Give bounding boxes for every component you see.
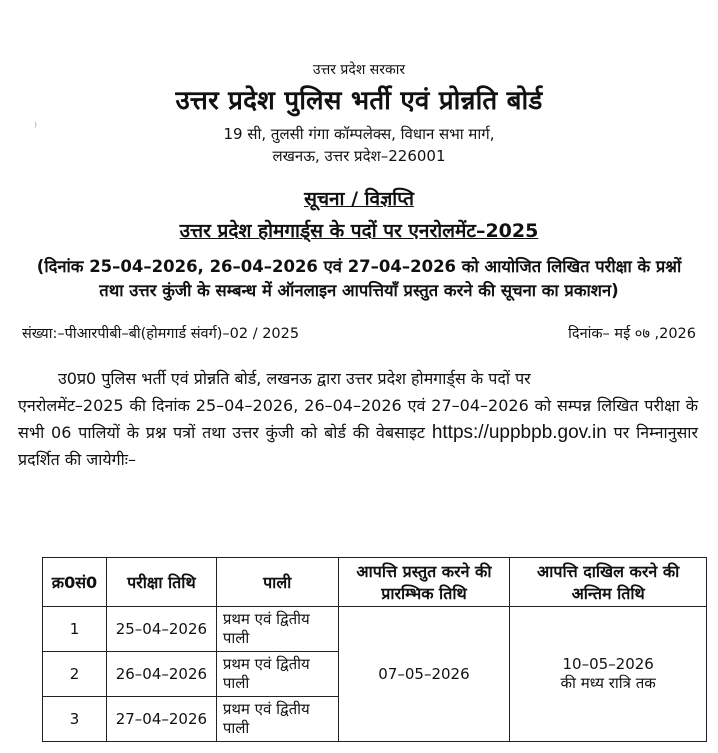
cell-end-date	[510, 607, 707, 742]
notice-title: सूचना / विज्ञप्ति	[304, 188, 414, 210]
cell-exam-date: 25–04–2026	[106, 607, 216, 652]
para-part1: उ0प्र0 पुलिस भर्ती एवं प्रोन्नति बोर्ड, लखनऊ द्वारा उत्तर प्रदेश होमगार्ड्स के पदों पर	[58, 369, 531, 388]
reference-date: दिनांक– मई ०७ ,2026	[568, 326, 696, 342]
reference-line	[22, 323, 696, 343]
gov-name: उत्तर प्रदेश सरकार	[312, 62, 406, 78]
cell-exam-date: 26–04–2026	[106, 652, 216, 697]
body-paragraph	[18, 365, 698, 473]
end-date-value: 10–05–2026	[562, 655, 654, 673]
subject-detail: (दिनांक 25–04–2026, 26–04–2026 एवं 27–04–2026 को आयोजित लिखित परीक्षा के प्रश्नों तथा उत्तर कुंजी के सम्बन्ध में ऑनलाइन आपत्तियॉं प्रस्तुत करने की सूचना का प्रकाशन)	[36, 257, 682, 300]
col-shift: पाली	[216, 558, 338, 607]
para-continuation	[18, 392, 698, 473]
cell-shift: प्रथम एवं द्वितीय पाली	[216, 652, 338, 697]
para-part3: पर निम्नानुसार प्रदर्शित की जायेगीः–	[18, 423, 698, 469]
cell-shift: प्रथम एवं द्वितीय पाली	[216, 697, 338, 742]
address-line2: लखनऊ, उत्तर प्रदेश–226001	[272, 147, 446, 165]
cell-serial: 1	[43, 607, 107, 652]
cell-exam-date: 27–04–2026	[106, 697, 216, 742]
end-date-note: की मध्य रात्रि तक	[560, 674, 656, 692]
schedule-table	[42, 557, 707, 742]
cell-serial: 3	[43, 697, 107, 742]
cell-shift: प्रथम एवं द्वितीय पाली	[216, 607, 338, 652]
col-serial: क्र0सं0	[43, 558, 107, 607]
col-exam-date: परीक्षा तिथि	[106, 558, 216, 607]
col-end-date: आपत्ति दाखिल करने की अन्तिम तिथि	[510, 558, 707, 607]
para-part2: एनरोलमेंट–2025 की दिनांक 25–04–2026, 26–04–2026 एवं 27–04–2026 को सम्पन्न लिखित परीक्षा के सभी 06 पालियों के प्रश्न पत्रों तथा उत्तर कुंजी को बोर्ड की वेबसाइट	[18, 396, 698, 442]
letterhead	[0, 60, 718, 167]
subject-title: उत्तर प्रदेश होमगार्ड्स के पदों पर एनरोलमेंट–2025	[179, 220, 539, 242]
table-row	[43, 607, 707, 652]
org-name: उत्तर प्रदेश पुलिस भर्ती एवं प्रोन्नति बोर्ड	[175, 86, 543, 116]
address	[0, 123, 718, 167]
reference-number: संख्या:–पीआरपीबी–बी(होमगार्ड संवर्ग)–02 / 2025	[22, 326, 300, 342]
cell-start-date: 07–05–2026	[338, 607, 510, 742]
table-header-row	[43, 558, 707, 607]
address-line1: 19 सी, तुलसी गंगा कॉम्पलेक्स, विधान सभा मार्ग,	[223, 125, 495, 143]
cell-serial: 2	[43, 652, 107, 697]
corner-mark: ⁾	[34, 120, 37, 134]
col-start-date: आपत्ति प्रस्तुत करने की प्रारम्भिक तिथि	[338, 558, 510, 607]
website-link[interactable]: https://uppbpb.gov.in	[431, 422, 607, 443]
